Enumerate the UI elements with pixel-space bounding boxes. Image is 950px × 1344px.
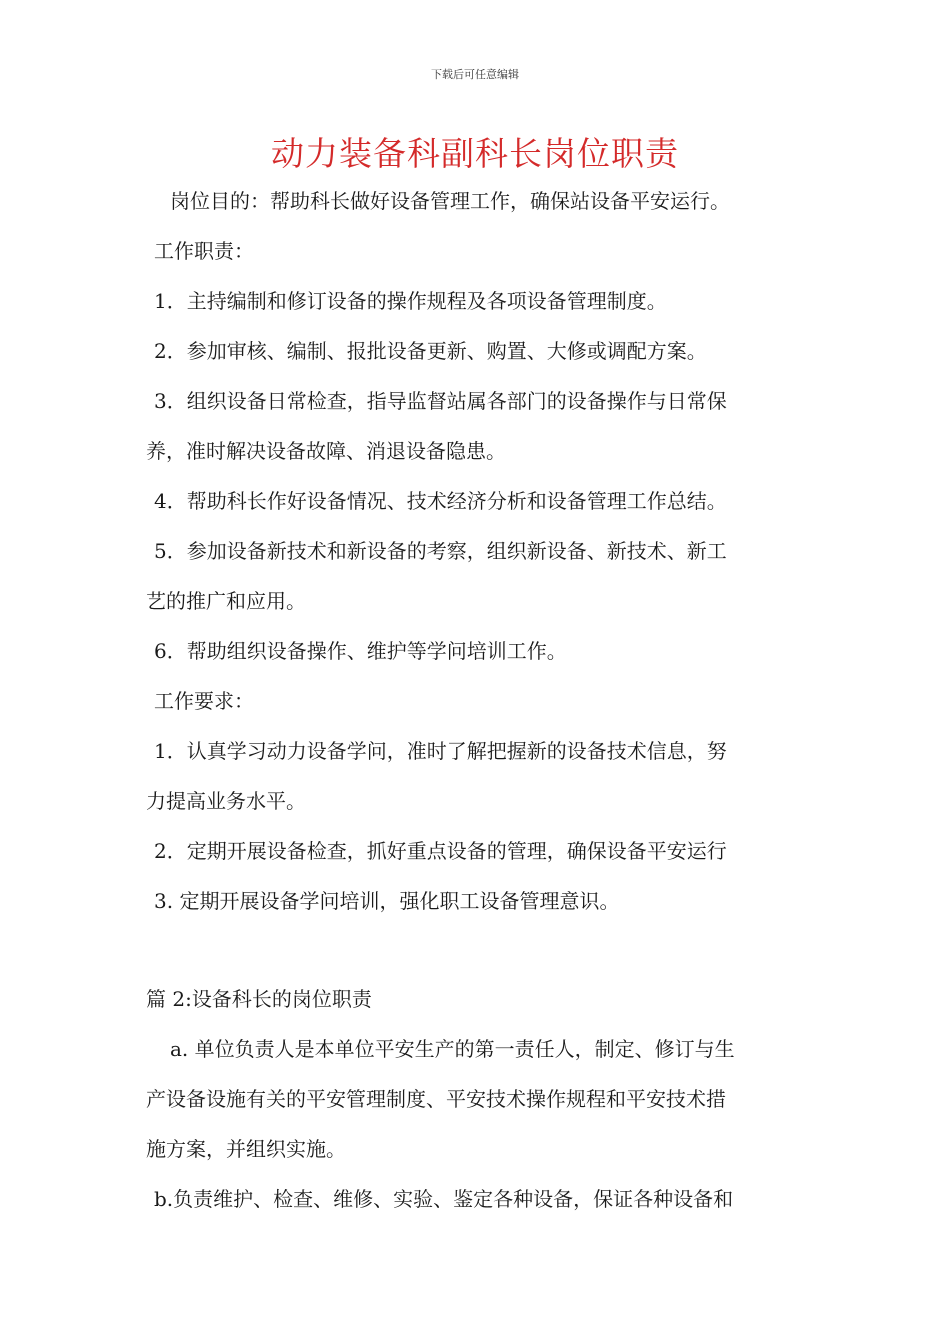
purpose-line: 岗位目的：帮助科长做好设备管理工作，确保站设备平安运行。 [170, 189, 730, 213]
section-heading-duties: 工作职责： [154, 239, 254, 263]
header-note: 下载后可任意编辑 [431, 68, 519, 81]
requirement-item-1-cont: 力提高业务水平。 [146, 789, 306, 813]
duty-item-3-cont: 养，准时解决设备故障、消退设备隐患。 [146, 439, 506, 463]
section-heading-requirements: 工作要求： [154, 689, 254, 713]
duty-item-6: 6．帮助组织设备操作、维护等学问培训工作。 [154, 639, 567, 663]
part2-item-b: b.负责维护、检查、维修、实验、鉴定各种设备，保证各种设备和 [154, 1187, 734, 1211]
document-title: 动力装备科副科长岗位职责 [271, 134, 679, 173]
part2-item-a-cont-1: 产设备设施有关的平安管理制度、平安技术操作规程和平安技术措 [146, 1087, 726, 1111]
part2-item-a-cont-2: 施方案，并组织实施。 [146, 1137, 346, 1161]
section-heading-part2: 篇 2:设备科长的岗位职责 [146, 987, 372, 1011]
duty-item-1: 1．主持编制和修订设备的操作规程及各项设备管理制度。 [154, 289, 667, 313]
duty-item-3: 3．组织设备日常检查，指导监督站属各部门的设备操作与日常保 [154, 389, 727, 413]
duty-item-5-cont: 艺的推广和应用。 [146, 589, 306, 613]
duty-item-4: 4．帮助科长作好设备情况、技术经济分析和设备管理工作总结。 [154, 489, 727, 513]
requirement-item-1: 1．认真学习动力设备学问，准时了解把握新的设备技术信息，努 [154, 739, 727, 763]
duty-item-5: 5．参加设备新技术和新设备的考察，组织新设备、新技术、新工 [154, 539, 727, 563]
part2-item-a: a. 单位负责人是本单位平安生产的第一责任人，制定、修订与生 [170, 1037, 735, 1061]
duty-item-2: 2．参加审核、编制、报批设备更新、购置、大修或调配方案。 [154, 339, 707, 363]
requirement-item-3: 3. 定期开展设备学问培训，强化职工设备管理意识。 [154, 889, 620, 913]
requirement-item-2: 2．定期开展设备检查，抓好重点设备的管理，确保设备平安运行 [154, 839, 727, 863]
